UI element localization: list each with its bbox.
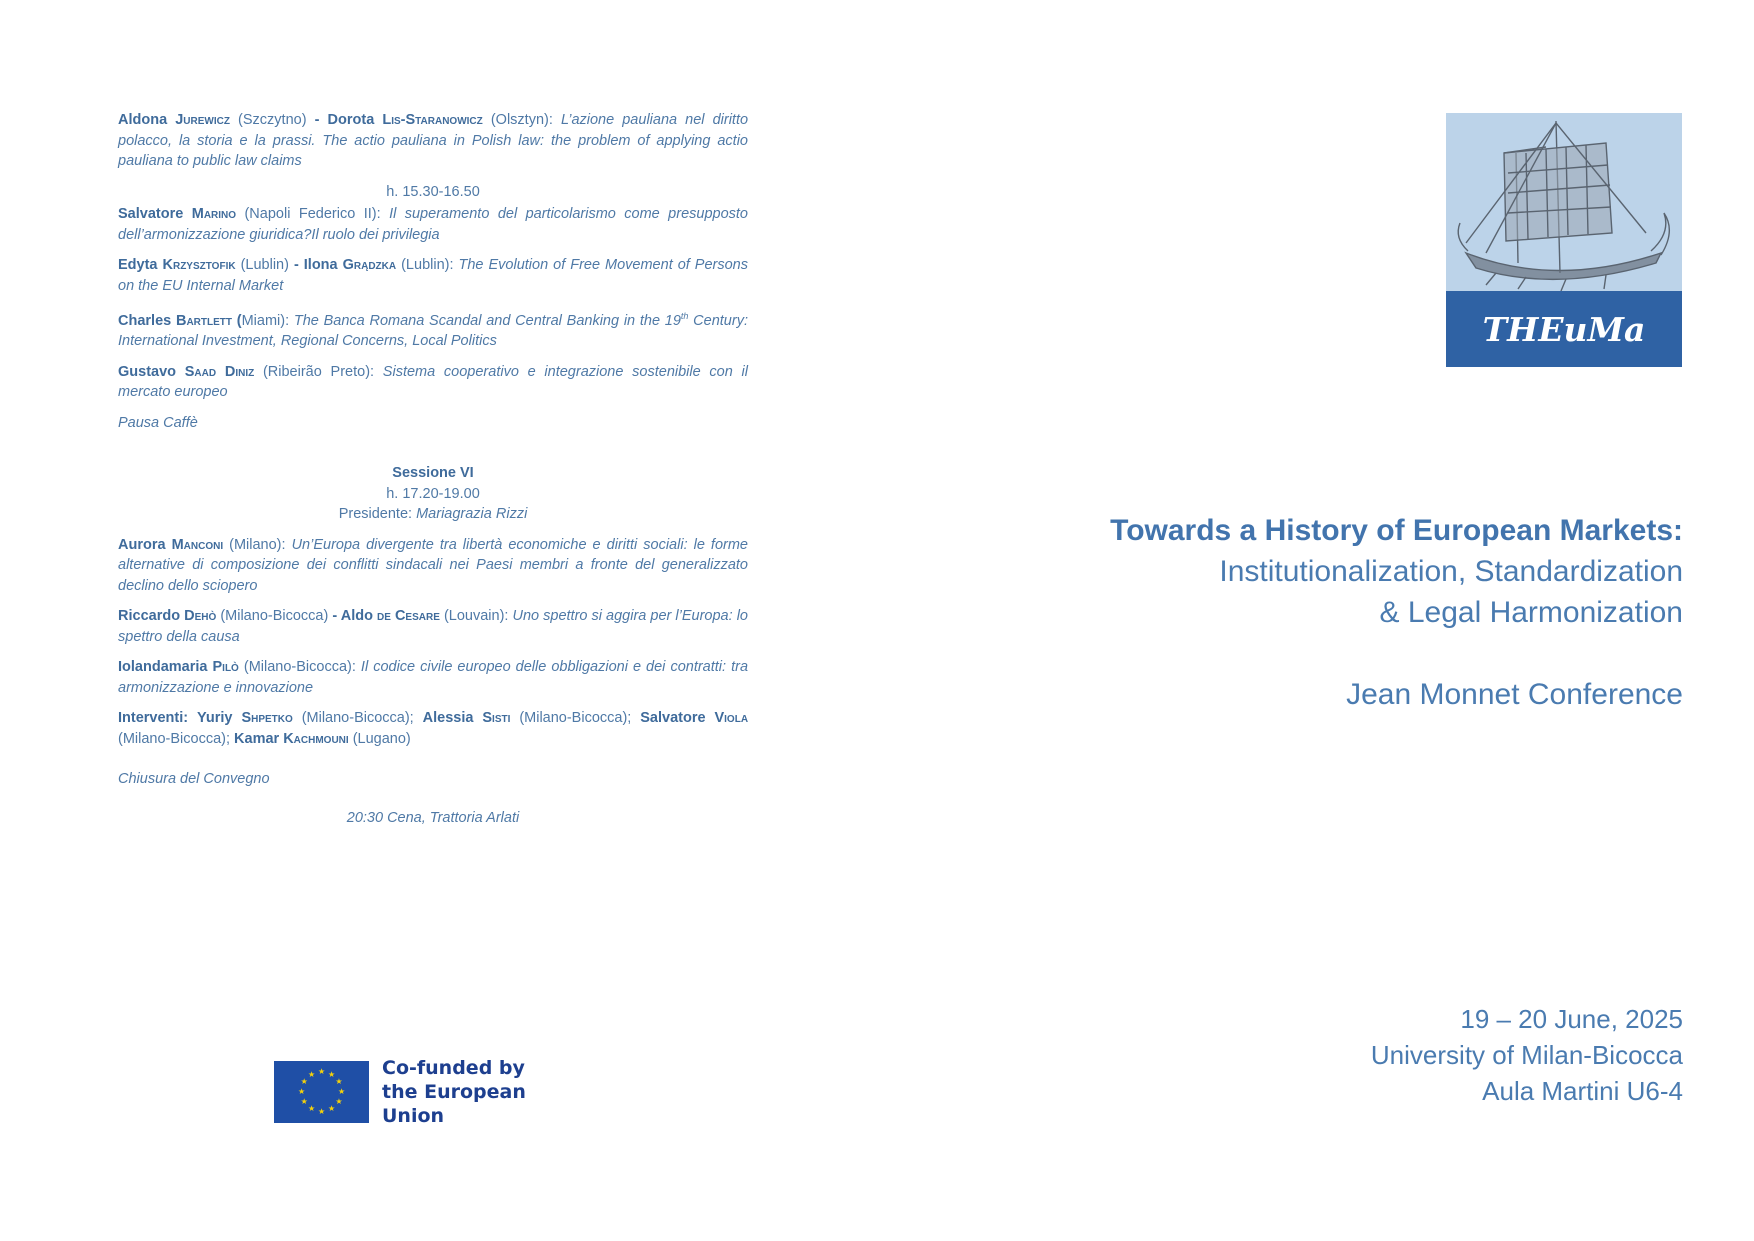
eu-star-icon: ★ [308, 1069, 316, 1079]
eu-star-icon: ★ [318, 1107, 326, 1116]
speaker-separator: - [332, 608, 341, 625]
program-entry [118, 708, 748, 749]
ship-illustration [1446, 113, 1682, 291]
eu-star-icon: ★ [338, 1087, 346, 1096]
speaker-first-name: Alessia [422, 710, 474, 727]
speaker-first-name: Ilona [303, 257, 338, 273]
speaker-last-name: Shpetko [241, 710, 293, 727]
theuma-wordmark: THEuMa [1446, 291, 1682, 367]
speaker-first-name: Yuriy [197, 710, 233, 727]
speaker-last-name: Viola [714, 710, 749, 727]
session-time: h. 15.30-16.50 [386, 183, 480, 200]
speaker-affiliation: Miami): [241, 312, 294, 329]
speaker-affiliation: (Milano-Bicocca); [510, 710, 641, 727]
talk-title: Sistema cooperativo e integrazione sostenibile con il mercato europeo [118, 363, 748, 401]
speaker-affiliation: (Napoli Federico II): [236, 206, 390, 222]
cover-title: Towards a History of European Markets: [1110, 514, 1683, 547]
program-entry [118, 606, 748, 647]
eu-star-icon: ★ [328, 1104, 336, 1114]
speaker-last-name: Manconi [171, 536, 224, 553]
speaker-first-name: Aurora [118, 536, 166, 553]
speaker-first-name: Aldo [340, 608, 373, 625]
program-entry [118, 110, 748, 172]
speaker-last-name: Jurewicz [175, 112, 230, 128]
speaker-affiliation: (Milano): [223, 536, 292, 553]
session-header [118, 463, 748, 525]
program-entry [118, 204, 748, 245]
eu-star-icon: ★ [300, 1077, 308, 1086]
program-entry [118, 657, 748, 698]
speaker-last-name: Sisti [482, 710, 511, 727]
speaker-last-name: Lis-Staranowicz [382, 112, 483, 128]
speaker-last-name: Saad Diniz [184, 363, 255, 380]
program-entry [118, 535, 748, 597]
talk-title: Century: International Investment, Regional Concerns, Local Politics [118, 312, 748, 350]
speaker-last-name: Grądzka [342, 257, 397, 273]
speaker-affiliation: (Lugano) [348, 730, 411, 747]
speaker-last-name: Dehò [184, 608, 217, 625]
eu-text-line: the European Union [382, 1081, 526, 1127]
speaker-affiliation: (Lublin): [396, 257, 459, 273]
speaker-affiliation: (Lublin) [235, 257, 294, 273]
talk-title: L’azione pauliana nel diritto polacco, la storia e la prassi. The actio pauliana in Polish law: the problem of applying actio pauliana to public law claims [118, 112, 749, 169]
program-entry [118, 362, 748, 403]
president-colon: : [408, 506, 417, 523]
speaker-affiliation: (Ribeirão Preto): [254, 363, 383, 380]
cover-subtitle-line: Institutionalization, Standardization [1219, 555, 1683, 588]
eu-flag-icon [274, 1061, 369, 1123]
event-details [1083, 1001, 1683, 1109]
speaker-affiliation: (Milano-Bicocca); [292, 710, 423, 727]
speaker-first-name: Salvatore [640, 710, 706, 727]
eu-star-icon: ★ [318, 1067, 326, 1076]
coffee-break: Pausa Caffè [118, 414, 198, 431]
closing-note: Chiusura del Convegno [118, 771, 270, 788]
cover-title-block [983, 510, 1683, 715]
speaker-separator: - [314, 112, 328, 128]
speaker-last-name: Krzysztofik [162, 257, 236, 273]
session-title: Sessione VI [392, 465, 474, 482]
program-entry [118, 306, 748, 352]
eu-star-icon: ★ [328, 1069, 336, 1079]
speaker-first-name: Edyta [118, 257, 158, 273]
eu-cofunded-text [382, 1056, 594, 1128]
speaker-affiliation: (Milano-Bicocca) [216, 608, 333, 625]
speaker-last-name: Kachmouni [283, 730, 349, 747]
speaker-affiliation: (Milano-Bicocca): [238, 659, 361, 676]
speaker-first-name: Riccardo [118, 608, 181, 625]
talk-title: Il superamento del particolarismo come presupposto dell’armonizzazione giuridica?Il ruolo dei privilegia [118, 206, 748, 243]
event-venue: University of Milan-Bicocca [1370, 1040, 1683, 1070]
program-entry [118, 255, 748, 296]
eu-cofunded-logo [274, 1057, 594, 1127]
speaker-last-name: Pilò [212, 659, 239, 676]
speaker-last-name: Bartlett [175, 312, 232, 329]
session-time: h. 17.20-19.00 [386, 485, 480, 502]
speaker-separator: - [293, 257, 304, 273]
cover-subtitle-line: & Legal Harmonization [1379, 596, 1683, 629]
theuma-logo [1446, 113, 1682, 367]
eu-star-icon: ★ [300, 1097, 308, 1106]
speaker-first-name: Charles [118, 312, 172, 329]
talk-title: The Evolution of Free Movement of Persons on the EU Internal Market [118, 257, 748, 294]
speaker-first-name: Aldona [118, 112, 168, 128]
speaker-first-name: Iolandamaria [118, 659, 208, 676]
speaker-last-name: de Cesare [377, 608, 440, 625]
president-label: Presidente [338, 506, 409, 523]
speaker-first-name: Kamar [234, 730, 280, 747]
dinner-note: 20:30 Cena, Trattoria Arlati [346, 809, 520, 826]
speaker-affiliation: (Szczytno) [229, 112, 315, 128]
speaker-first-name: Dorota [327, 112, 375, 128]
speaker-affiliation: (Milano-Bicocca); [118, 730, 235, 747]
eu-star-icon: ★ [308, 1104, 316, 1114]
talk-title: Uno spettro si aggira per l’Europa: lo spettro della causa [118, 608, 748, 645]
event-room: Aula Martini U6-4 [1482, 1076, 1683, 1106]
event-date: 19 – 20 June, 2025 [1460, 1004, 1683, 1034]
eu-star-icon: ★ [335, 1097, 343, 1106]
interventions-label: Interventi: [118, 710, 189, 727]
speaker-first-name: Salvatore [118, 206, 184, 222]
session-president [118, 504, 748, 525]
eu-text-line: Co-funded by [382, 1057, 525, 1079]
conference-name: Jean Monnet Conference [1346, 678, 1683, 711]
eu-star-icon: ★ [298, 1087, 306, 1096]
eu-star-icon: ★ [335, 1077, 343, 1086]
talk-title-superscript: th [680, 311, 689, 321]
speaker-affiliation: (Olsztyn): [482, 112, 561, 128]
talk-title: The Banca Romana Scandal and Central Banking in the 19 [293, 312, 681, 329]
speaker-last-name: Marino [191, 206, 237, 222]
president-name: Mariagrazia Rizzi [416, 506, 528, 523]
speaker-affiliation: (Louvain): [439, 608, 513, 625]
speaker-paren: ( [232, 312, 242, 329]
ship-icon [1446, 113, 1682, 291]
speaker-first-name: Gustavo [118, 363, 177, 380]
talk-title: Un’Europa divergente tra libertà economiche e diritti sociali: le forme alternative di composizione dei conflitti sindacali nei Paesi membri a fronte del generalizzato declino dello sciopero [118, 536, 749, 594]
talk-title: Il codice civile europeo delle obbligazioni e dei contratti: tra armonizzazione e innovazione [118, 659, 749, 696]
program-column [118, 110, 748, 828]
